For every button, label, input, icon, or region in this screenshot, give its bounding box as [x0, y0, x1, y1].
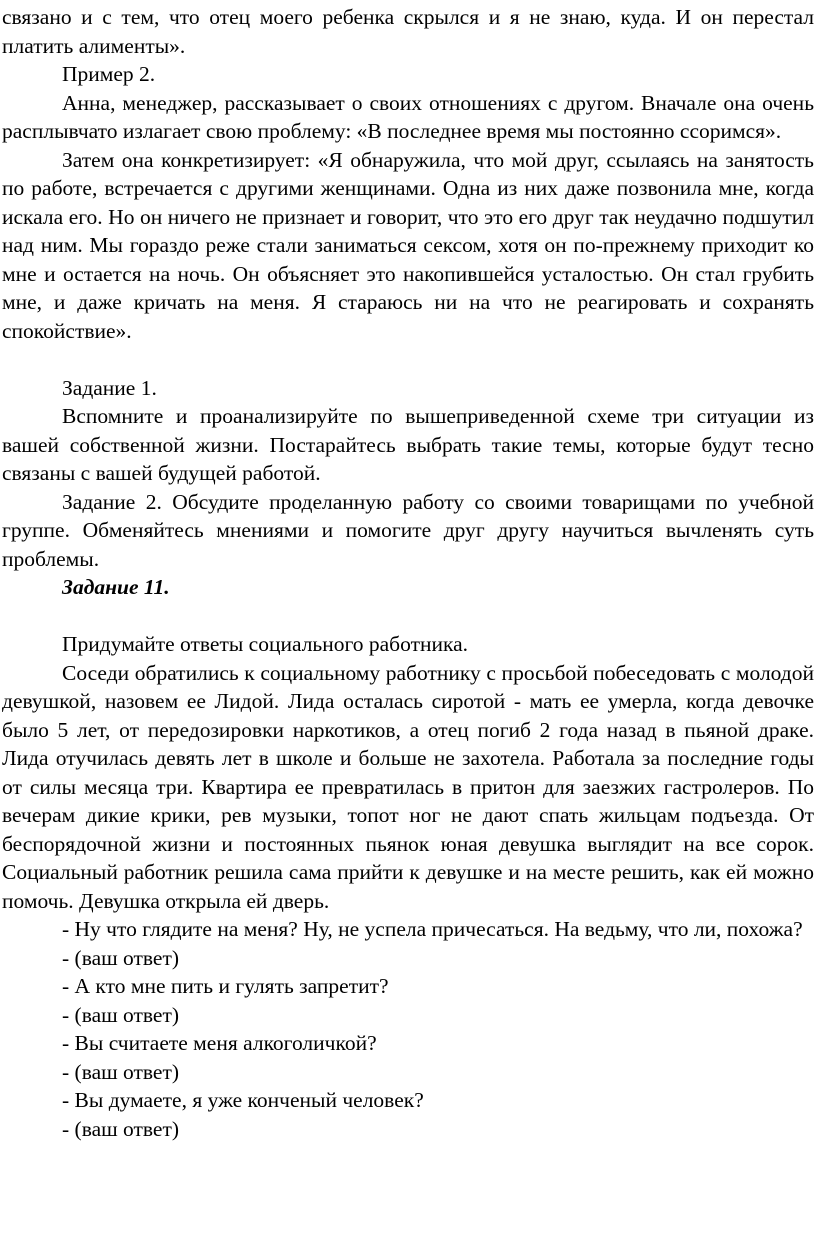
- dialogue-line: - (ваш ответ): [62, 1116, 180, 1141]
- example-2-heading: Пример 2.: [62, 62, 156, 86]
- dialogue-line: - (ваш ответ): [62, 1002, 180, 1027]
- blank-line: [2, 345, 814, 374]
- dialogue-line: - Ну что глядите на меня? Ну, не успела причесаться. На ведьму, что ли, похожа?: [62, 917, 803, 941]
- paragraph-anna: Анна, менеджер, рассказывает о своих отношениях с другом. Вначале она очень расплывчато излагает свою проблему: «В последнее время мы постоянно ссоримся».: [2, 90, 814, 143]
- task-1-heading: Задание 1.: [62, 375, 157, 400]
- paragraph-continuation: связано и с тем, что отец моего ребенка скрылся и я не знаю, куда. И он перестал платить алименты».: [2, 5, 814, 58]
- paragraph-anna-details: Затем она конкретизирует: «Я обнаружила, что мой друг, ссылаясь на занятость по работе, встречается с другими женщинами. Одна из них даже позвонила мне, когда искала его. Но он ничего не признает и говорит, что это его друг так неудачно подшутил над ним. Мы гораздо реже стали заниматься сексом, хотя он по-прежнему приходит ко мне и остается на ночь. Он объясняет это накопившейся усталостью. Он стал грубить мне, и даже кричать на меня. Я стараюсь ни на что не реагировать и сохранять спокойствие».: [2, 147, 814, 343]
- dialogue-line: - (ваш ответ): [62, 945, 180, 970]
- task-1-text: Вспомните и проанализируйте по вышеприведенной схеме три ситуации из вашей собственной жизни. Постарайтесь выбрать такие темы, которые будут тесно связаны с вашей будущей работой.: [2, 404, 814, 485]
- task-11-heading: Задание 11.: [62, 575, 170, 599]
- dialogue-line: - Вы думаете, я уже конченый человек?: [62, 1088, 424, 1112]
- dialogue-line: - (ваш ответ): [62, 1059, 180, 1084]
- blank-line: [2, 602, 814, 631]
- dialogue-line: - Вы считаете меня алкоголичкой?: [62, 1031, 377, 1055]
- dialogue-line: - А кто мне пить и гулять запретит?: [62, 974, 389, 998]
- task-11-story: Соседи обратились к социальному работнику с просьбой побеседовать с молодой девушкой, назовем ее Лидой. Лида осталась сиротой - мать ее умерла, когда девочке было 5 лет, от передозировки наркотиков, а отец погиб 2 года назад в пьяной драке. Лида отучилась девять лет в школе и больше не захотела. Работала за последние годы от силы месяца три. Квартира ее превратилась в притон для заезжих гастролеров. По вечерам дикие крики, рев музыки, топот ног не дают спать жильцам подъезда. От беспорядочной жизни и постоянных пьянок юная девушка выглядит на все сорок. Социальный работник решила сама прийти к девушке и на месте решить, как ей можно помочь. Девушка открыла ей дверь.: [2, 660, 814, 913]
- task-2-text: Задание 2. Обсудите проделанную работу со своими товарищами по учебной группе. Обменяйтесь мнениями и помогите друг другу научиться вычленять суть проблемы.: [2, 489, 814, 571]
- task-11-instruction: Придумайте ответы социального работника.: [62, 632, 469, 656]
